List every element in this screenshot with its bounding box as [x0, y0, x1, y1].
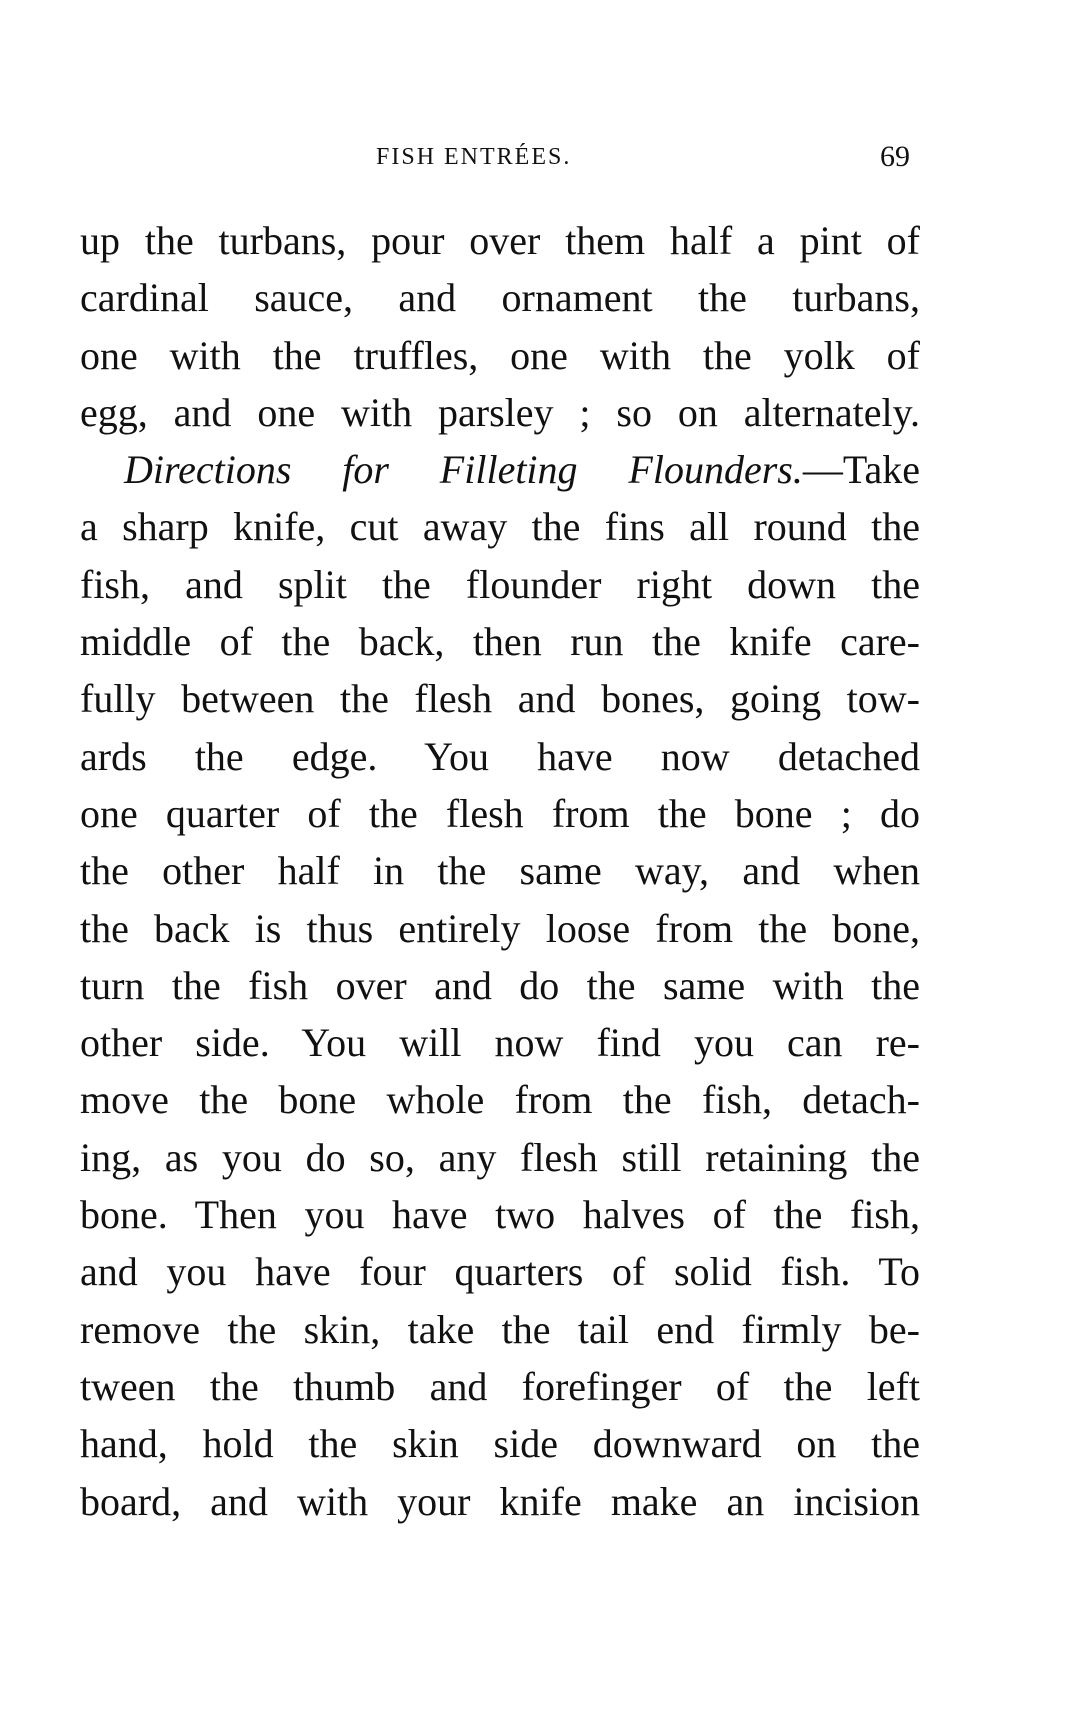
text-line: one with the truffles, one with the yolk of — [80, 332, 920, 378]
body-text — [80, 212, 920, 1530]
page-number: 69 — [880, 140, 910, 173]
text-line: ing, as you do so, any flesh still retaining the — [80, 1134, 920, 1180]
text-line: fully between the flesh and bones, going tow- — [80, 676, 920, 722]
text-line: cardinal sauce, and ornament the turbans, — [80, 275, 920, 321]
text-line: and you have four quarters of solid fish. To — [80, 1249, 920, 1295]
text-line: turn the fish over and do the same with the — [80, 962, 920, 1008]
text-line: the other half in the same way, and when — [80, 848, 920, 894]
text-line: bone. Then you have two halves of the fish, — [80, 1192, 920, 1238]
section-heading-continuation: —Take — [802, 447, 920, 493]
text-line: one quarter of the flesh from the bone ; do — [80, 790, 920, 836]
text-line: move the bone whole from the fish, detach- — [80, 1077, 920, 1123]
text-line: the back is thus entirely loose from the bone, — [80, 905, 920, 951]
text-line: fish, and split the flounder right down the — [80, 561, 920, 607]
text-line: egg, and one with parsley ; so on alternately. — [80, 389, 920, 435]
section-heading: Directions for Filleting Flounders. — [124, 447, 803, 493]
text-line: ards the edge. You have now detached — [80, 733, 920, 779]
text-line: tween the thumb and forefinger of the left — [80, 1363, 920, 1409]
text-line: middle of the back, then run the knife care- — [80, 619, 920, 665]
running-head — [0, 140, 1085, 180]
text-line: up the turbans, pour over them half a pint of — [80, 218, 920, 263]
section-heading-line — [80, 441, 920, 498]
chapter-title: FISH ENTRÉES. — [376, 144, 572, 170]
text-line: board, and with your knife make an incision — [80, 1478, 920, 1524]
text-line: hand, hold the skin side downward on the — [80, 1421, 920, 1467]
text-line: a sharp knife, cut away the fins all round the — [80, 504, 920, 550]
text-line: other side. You will now find you can re- — [80, 1020, 920, 1066]
text-line: remove the skin, take the tail end firmly be- — [80, 1306, 920, 1352]
